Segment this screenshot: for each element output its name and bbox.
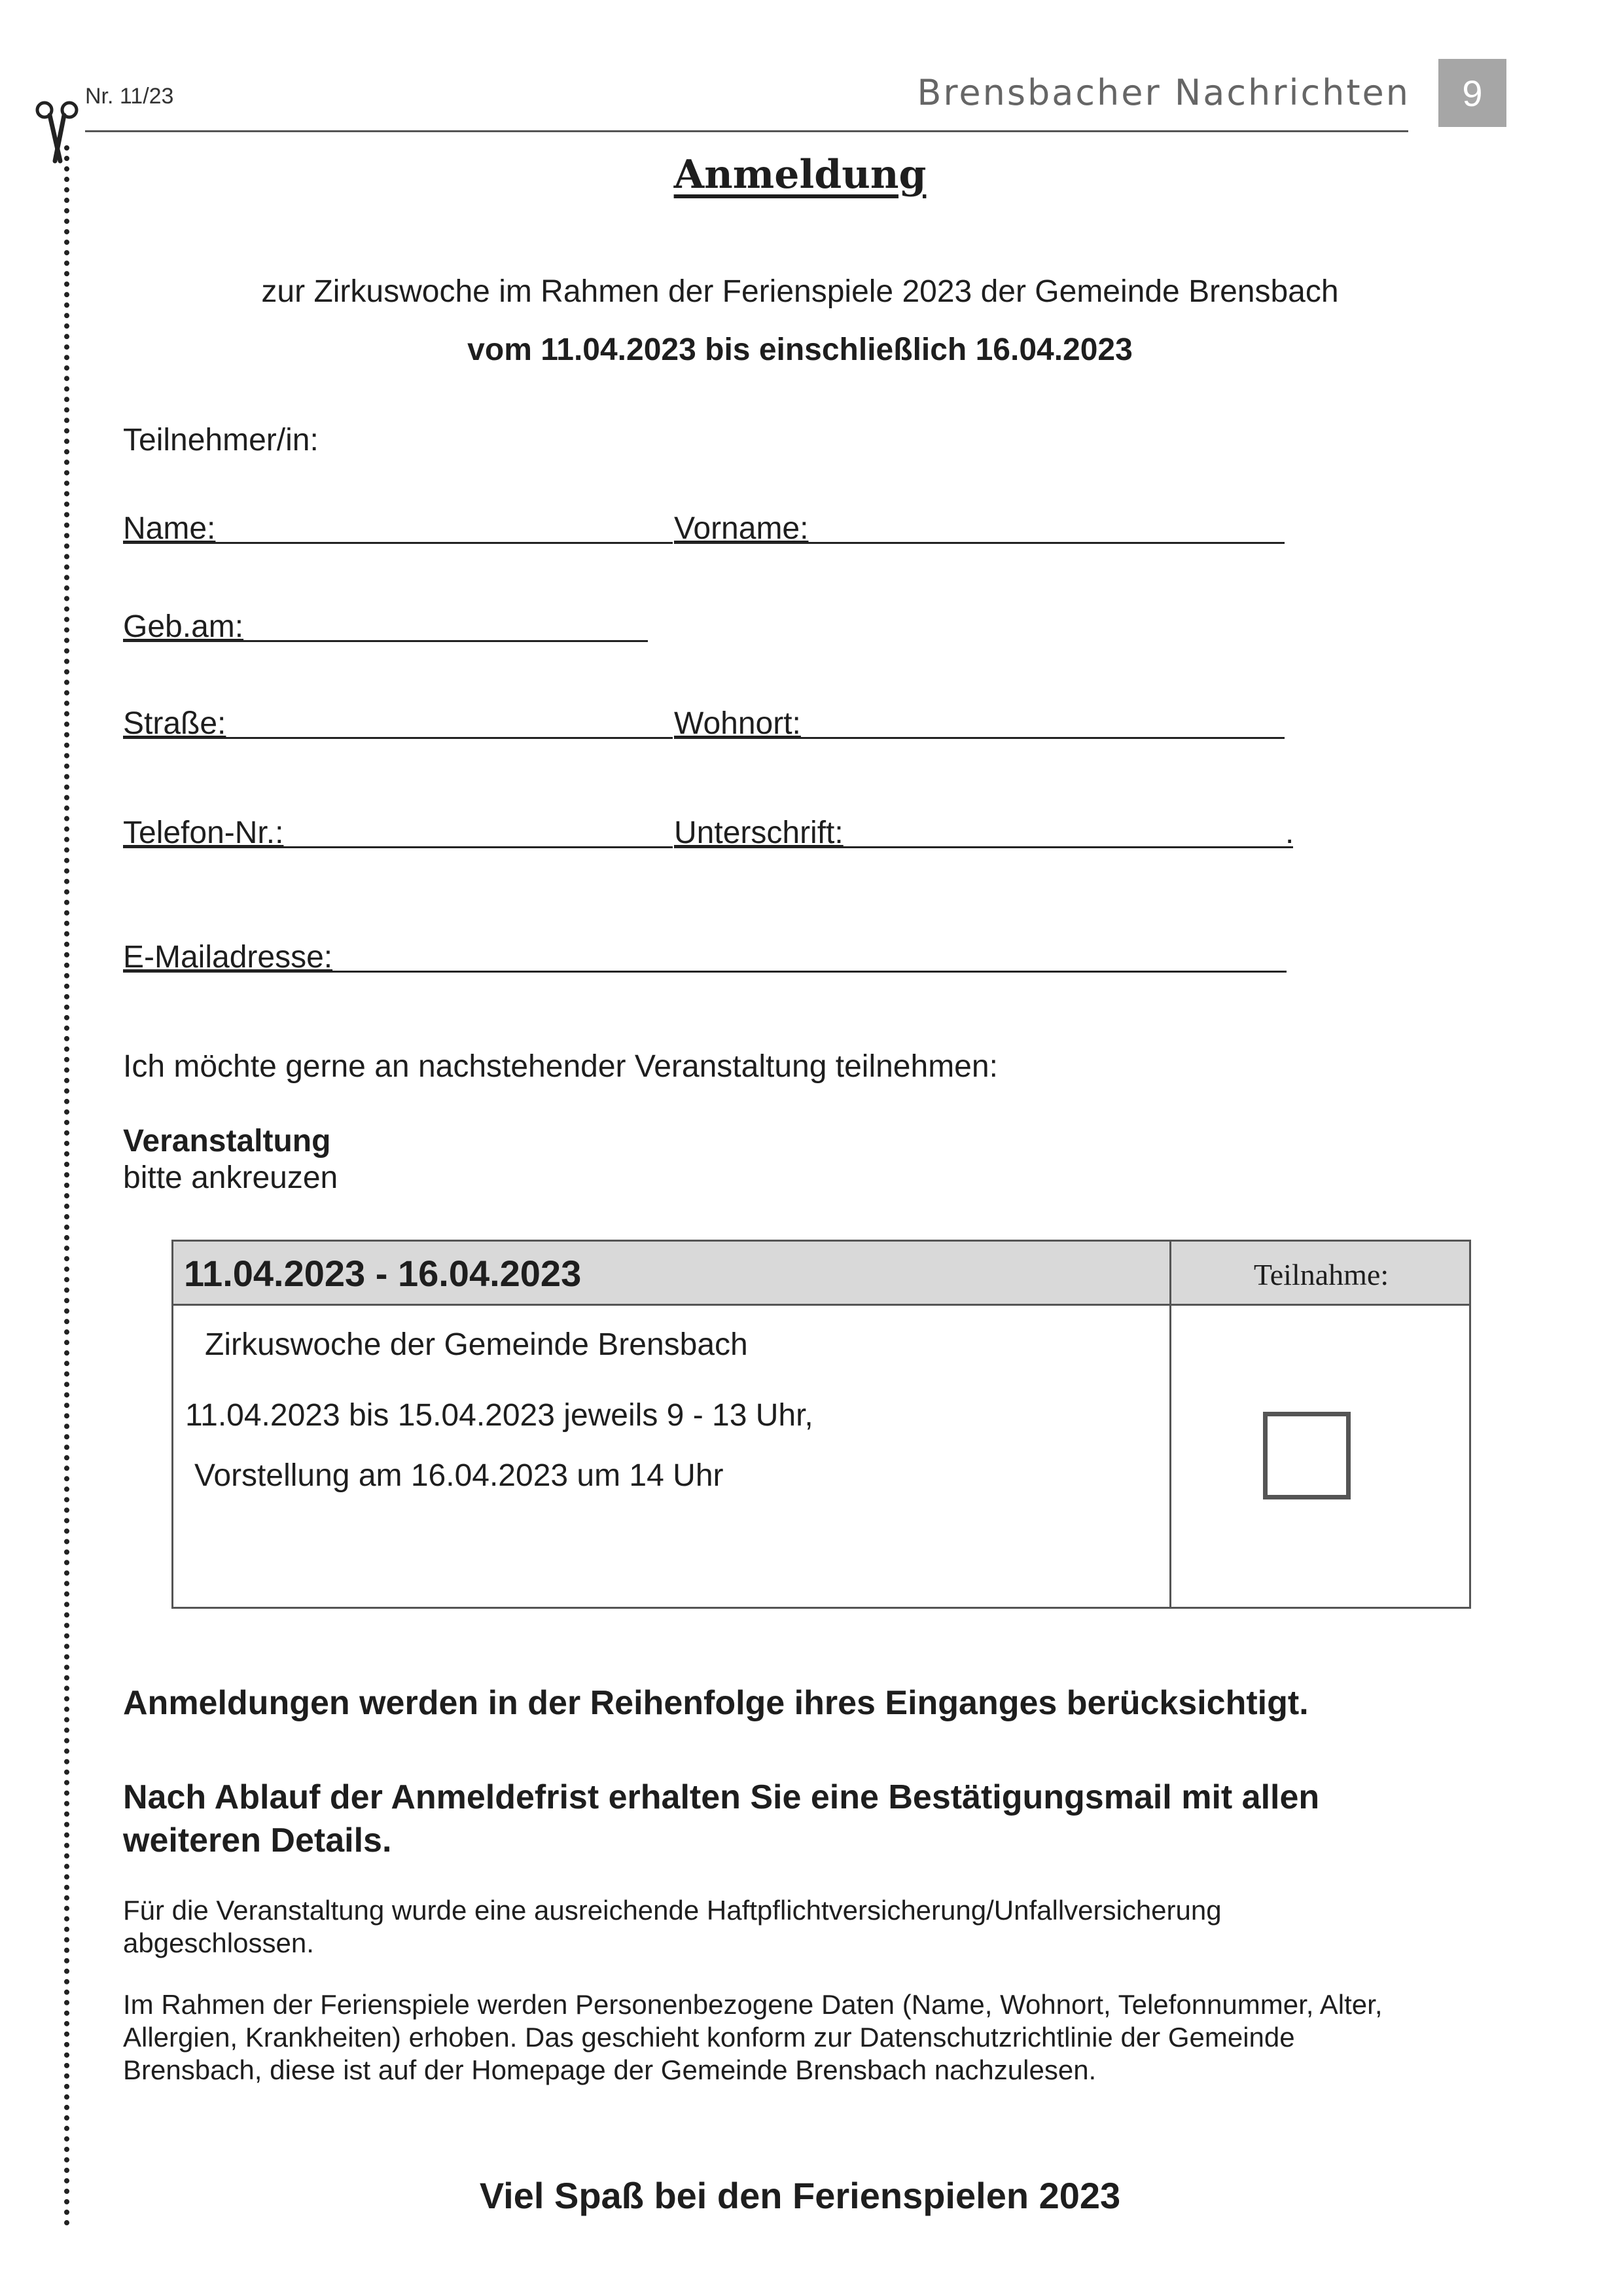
header-rule	[85, 130, 1408, 132]
participant-label: Teilnehmer/in:	[123, 423, 319, 457]
page-number: 9	[1438, 59, 1506, 127]
telefon-field[interactable]	[123, 846, 673, 848]
closing-text: Viel Spaß bei den Ferienspielen 2023	[479, 2175, 1121, 2216]
cut-line	[64, 145, 69, 2227]
name-field[interactable]	[123, 542, 673, 544]
privacy-line3: Brensbach, diese ist auf der Homepage der Gemeinde Brensbach nachzulesen.	[123, 2054, 1097, 2085]
table-date-header: 11.04.2023 - 16.04.2023	[184, 1253, 582, 1294]
table-column-divider	[1169, 1242, 1171, 1607]
unterschrift-label: Unterschrift:	[674, 816, 844, 850]
geb-field[interactable]	[123, 640, 648, 642]
participation-checkbox[interactable]	[1263, 1412, 1351, 1499]
order-note: Anmeldungen werden in der Reihenfolge ihres Einganges berücksichtigt.	[123, 1684, 1309, 1722]
telefon-label: Telefon-Nr.:	[123, 816, 284, 850]
wohnort-label: Wohnort:	[674, 706, 801, 741]
event-hint: bitte ankreuzen	[123, 1160, 338, 1195]
unterschrift-end: .	[1285, 816, 1294, 850]
geb-label: Geb.am:	[123, 609, 244, 644]
wohnort-field[interactable]	[674, 737, 1285, 739]
publication-title: Brensbacher Nachrichten	[917, 72, 1410, 113]
period: vom 11.04.2023 bis einschließlich 16.04.2023	[467, 332, 1133, 367]
event-table	[171, 1240, 1471, 1609]
vorname-field[interactable]	[674, 542, 1285, 544]
event-show: Vorstellung am 16.04.2023 um 14 Uhr	[194, 1458, 724, 1493]
vorname-label: Vorname:	[674, 511, 809, 546]
event-heading: Veranstaltung	[123, 1124, 331, 1158]
unterschrift-field[interactable]	[674, 846, 1293, 848]
event-times: 11.04.2023 bis 15.04.2023 jeweils 9 - 13 Uhr,	[185, 1398, 813, 1433]
privacy-line2: Allergien, Krankheiten) erhoben. Das geschieht konform zur Datenschutzrichtlinie der Gemeinde	[123, 2022, 1295, 2053]
intro-text: Ich möchte gerne an nachstehender Veranstaltung teilnehmen:	[123, 1049, 998, 1084]
privacy-line1: Im Rahmen der Ferienspiele werden Personenbezogene Daten (Name, Wohnort, Telefonnummer, Alter,	[123, 1989, 1383, 2020]
insurance-line1: Für die Veranstaltung wurde eine ausreichende Haftpflichtversicherung/Unfallversicherung	[123, 1895, 1222, 1926]
table-participation-header: Teilnahme:	[1253, 1258, 1389, 1291]
confirmation-note-line1: Nach Ablauf der Anmeldefrist erhalten Sie eine Bestätigungsmail mit allen	[123, 1778, 1320, 1816]
insurance-line2: abgeschlossen.	[123, 1928, 314, 1958]
strasse-field[interactable]	[123, 737, 673, 739]
event-name: Zirkuswoche der Gemeinde Brensbach	[205, 1327, 748, 1362]
email-field[interactable]	[123, 971, 1287, 973]
page-title: Anmeldung	[673, 152, 927, 198]
confirmation-note-line2: weiteren Details.	[123, 1821, 392, 1859]
issue-number: Nr. 11/23	[85, 84, 174, 109]
name-label: Name:	[123, 511, 216, 546]
strasse-label: Straße:	[123, 706, 226, 741]
subtitle: zur Zirkuswoche im Rahmen der Ferienspiele 2023 der Gemeinde Brensbach	[261, 274, 1339, 309]
email-label: E-Mailadresse:	[123, 940, 333, 975]
